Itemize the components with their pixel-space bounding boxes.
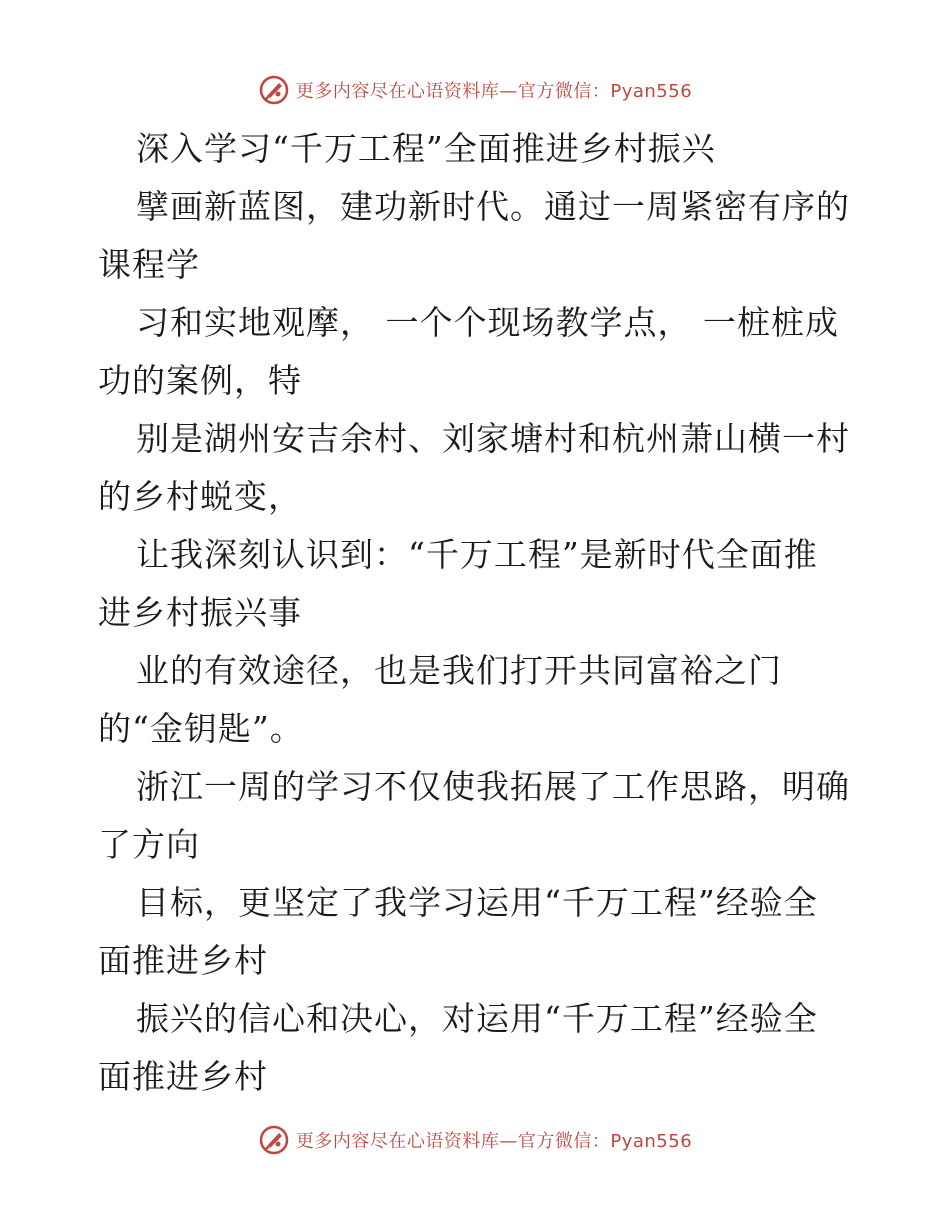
document-title: 深入学习“千万工程”全面推进乡村振兴 (136, 129, 716, 168)
paragraph-line: 业的有效途径，也是我们打开共同富裕之门 (136, 651, 782, 690)
header-watermark-text: 更多内容尽在心语资料库—官方微信：Pyan556 (295, 81, 693, 102)
paragraph-line: 功的案例，特 (98, 361, 302, 400)
paragraph-line: 面推进乡村 (98, 941, 268, 980)
paragraph-line: 进乡村振兴事 (98, 593, 302, 632)
header-watermark-banner (0, 70, 950, 110)
quill-pen-logo-icon (258, 1124, 290, 1156)
paragraph-line: 浙江一周的学习不仅使我拓展了工作思路，明确 (136, 767, 850, 806)
paragraph-line: 让我深刻认识到：“千万工程”是新时代全面推 (136, 535, 818, 574)
paragraph-line: 擘画新蓝图，建功新时代。通过一周紧密有序的 (136, 187, 850, 226)
footer-watermark-text: 更多内容尽在心语资料库—官方微信：Pyan556 (295, 1131, 693, 1152)
paragraph-line: 习和实地观摩， 一个个现场教学点， 一桩桩成 (136, 303, 839, 342)
paragraph-line: 别是湖州安吉余村、刘家塘村和杭州萧山横一村 (136, 419, 850, 458)
paragraph-line: 了方向 (98, 825, 200, 864)
document-body (98, 120, 850, 1106)
paragraph-line: 目标，更坚定了我学习运用“千万工程”经验全 (136, 883, 818, 922)
paragraph-line: 振兴的信心和决心，对运用“千万工程”经验全 (136, 999, 818, 1038)
paragraph-line: 面推进乡村 (98, 1057, 268, 1096)
quill-pen-logo-icon (258, 74, 290, 106)
paragraph-line: 课程学 (98, 245, 200, 284)
paragraph-line: 的乡村蜕变， (98, 477, 302, 516)
footer-watermark-banner (0, 1120, 950, 1160)
paragraph-line: 的“金钥匙”。 (98, 709, 304, 748)
